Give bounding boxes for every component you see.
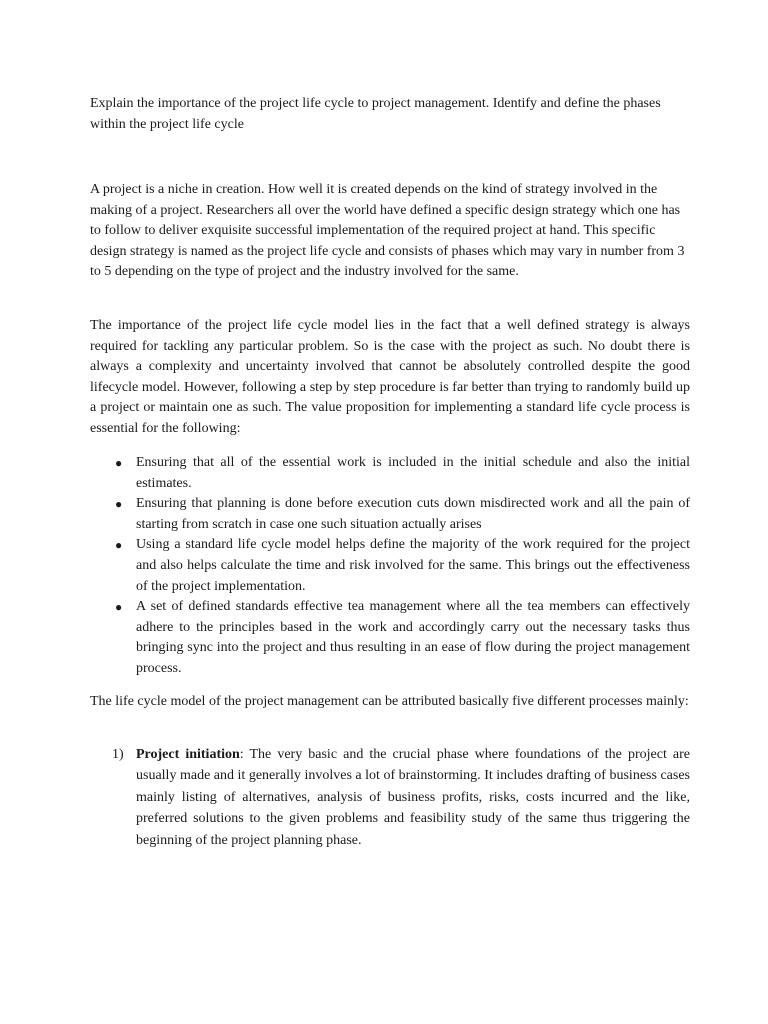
bullet-icon: ●: [115, 497, 123, 512]
list-item: [90, 494, 690, 535]
list-item: [90, 453, 690, 494]
bullet-icon: ●: [115, 600, 123, 615]
phase-number: 1): [112, 747, 124, 762]
paragraph-intro: A project is a niche in creation. How well it is created depends on the kind of strategy involved in the making of a project. Researchers all over the world have defined a specific design strategy which one has to follow to deliver exquisite successful implementation of the required project at hand. This specific design strategy is named as the project life cycle and consists of phases which may vary in number from 3 to 5 depending on the type of project and the industry involved for the same.: [90, 182, 685, 280]
phase-list: [90, 744, 690, 851]
phase-term: Project initiation: [136, 747, 240, 762]
paragraph-importance: The importance of the project life cycle model lies in the fact that a well defined strategy is always required for tackling any particular problem. So is the case with the project as such. No doubt there is always a complexity and uncertainty involved that cannot be absolutely controlled despite the good lifecycle model. However, following a step by step procedure is far better than trying to randomly build up a project or maintain one as such. The value proposition for implementing a standard life cycle process is essential for the following:: [90, 318, 690, 436]
bullet-text: Ensuring that planning is done before execution cuts down misdirected work and all the pain of starting from scratch in case one such situation actually arises: [136, 496, 690, 532]
phase-description: : The very basic and the crucial phase where foundations of the project are usually made and it generally involves a lot of brainstorming. It includes drafting of business cases mainly listing of alternatives, analysis of business profits, risks, costs incurred and the like, preferred solutions to the given problems and feasibility study of the same thus triggering the beginning of the project planning phase.: [136, 747, 690, 848]
bullet-icon: ●: [115, 456, 123, 470]
list-item: [90, 535, 690, 597]
bullet-text: Ensuring that all of the essential work is included in the initial schedule and also the initial estimates.: [136, 455, 690, 491]
question-heading: Explain the importance of the project life cycle to project management. Identify and define the phases within the project life cycle: [90, 96, 661, 132]
bullet-text: Using a standard life cycle model helps define the majority of the work required for the project and also helps calculate the time and risk involved for the same. This brings out the effectiveness of the project implementation.: [136, 537, 690, 594]
bullet-icon: ●: [115, 538, 123, 553]
list-item: [90, 597, 690, 679]
bullet-text: A set of defined standards effective tea management where all the tea members can effectively adhere to the principles based in the work and accordingly carry out the necessary tasks thus bringing sync into the project and thus resulting in an ease of flow during the project management process.: [136, 599, 690, 676]
bullet-list: [90, 453, 690, 680]
paragraph-life-cycle-processes: The life cycle model of the project management can be attributed basically five different processes mainly:: [90, 694, 689, 709]
list-item: [90, 744, 690, 851]
